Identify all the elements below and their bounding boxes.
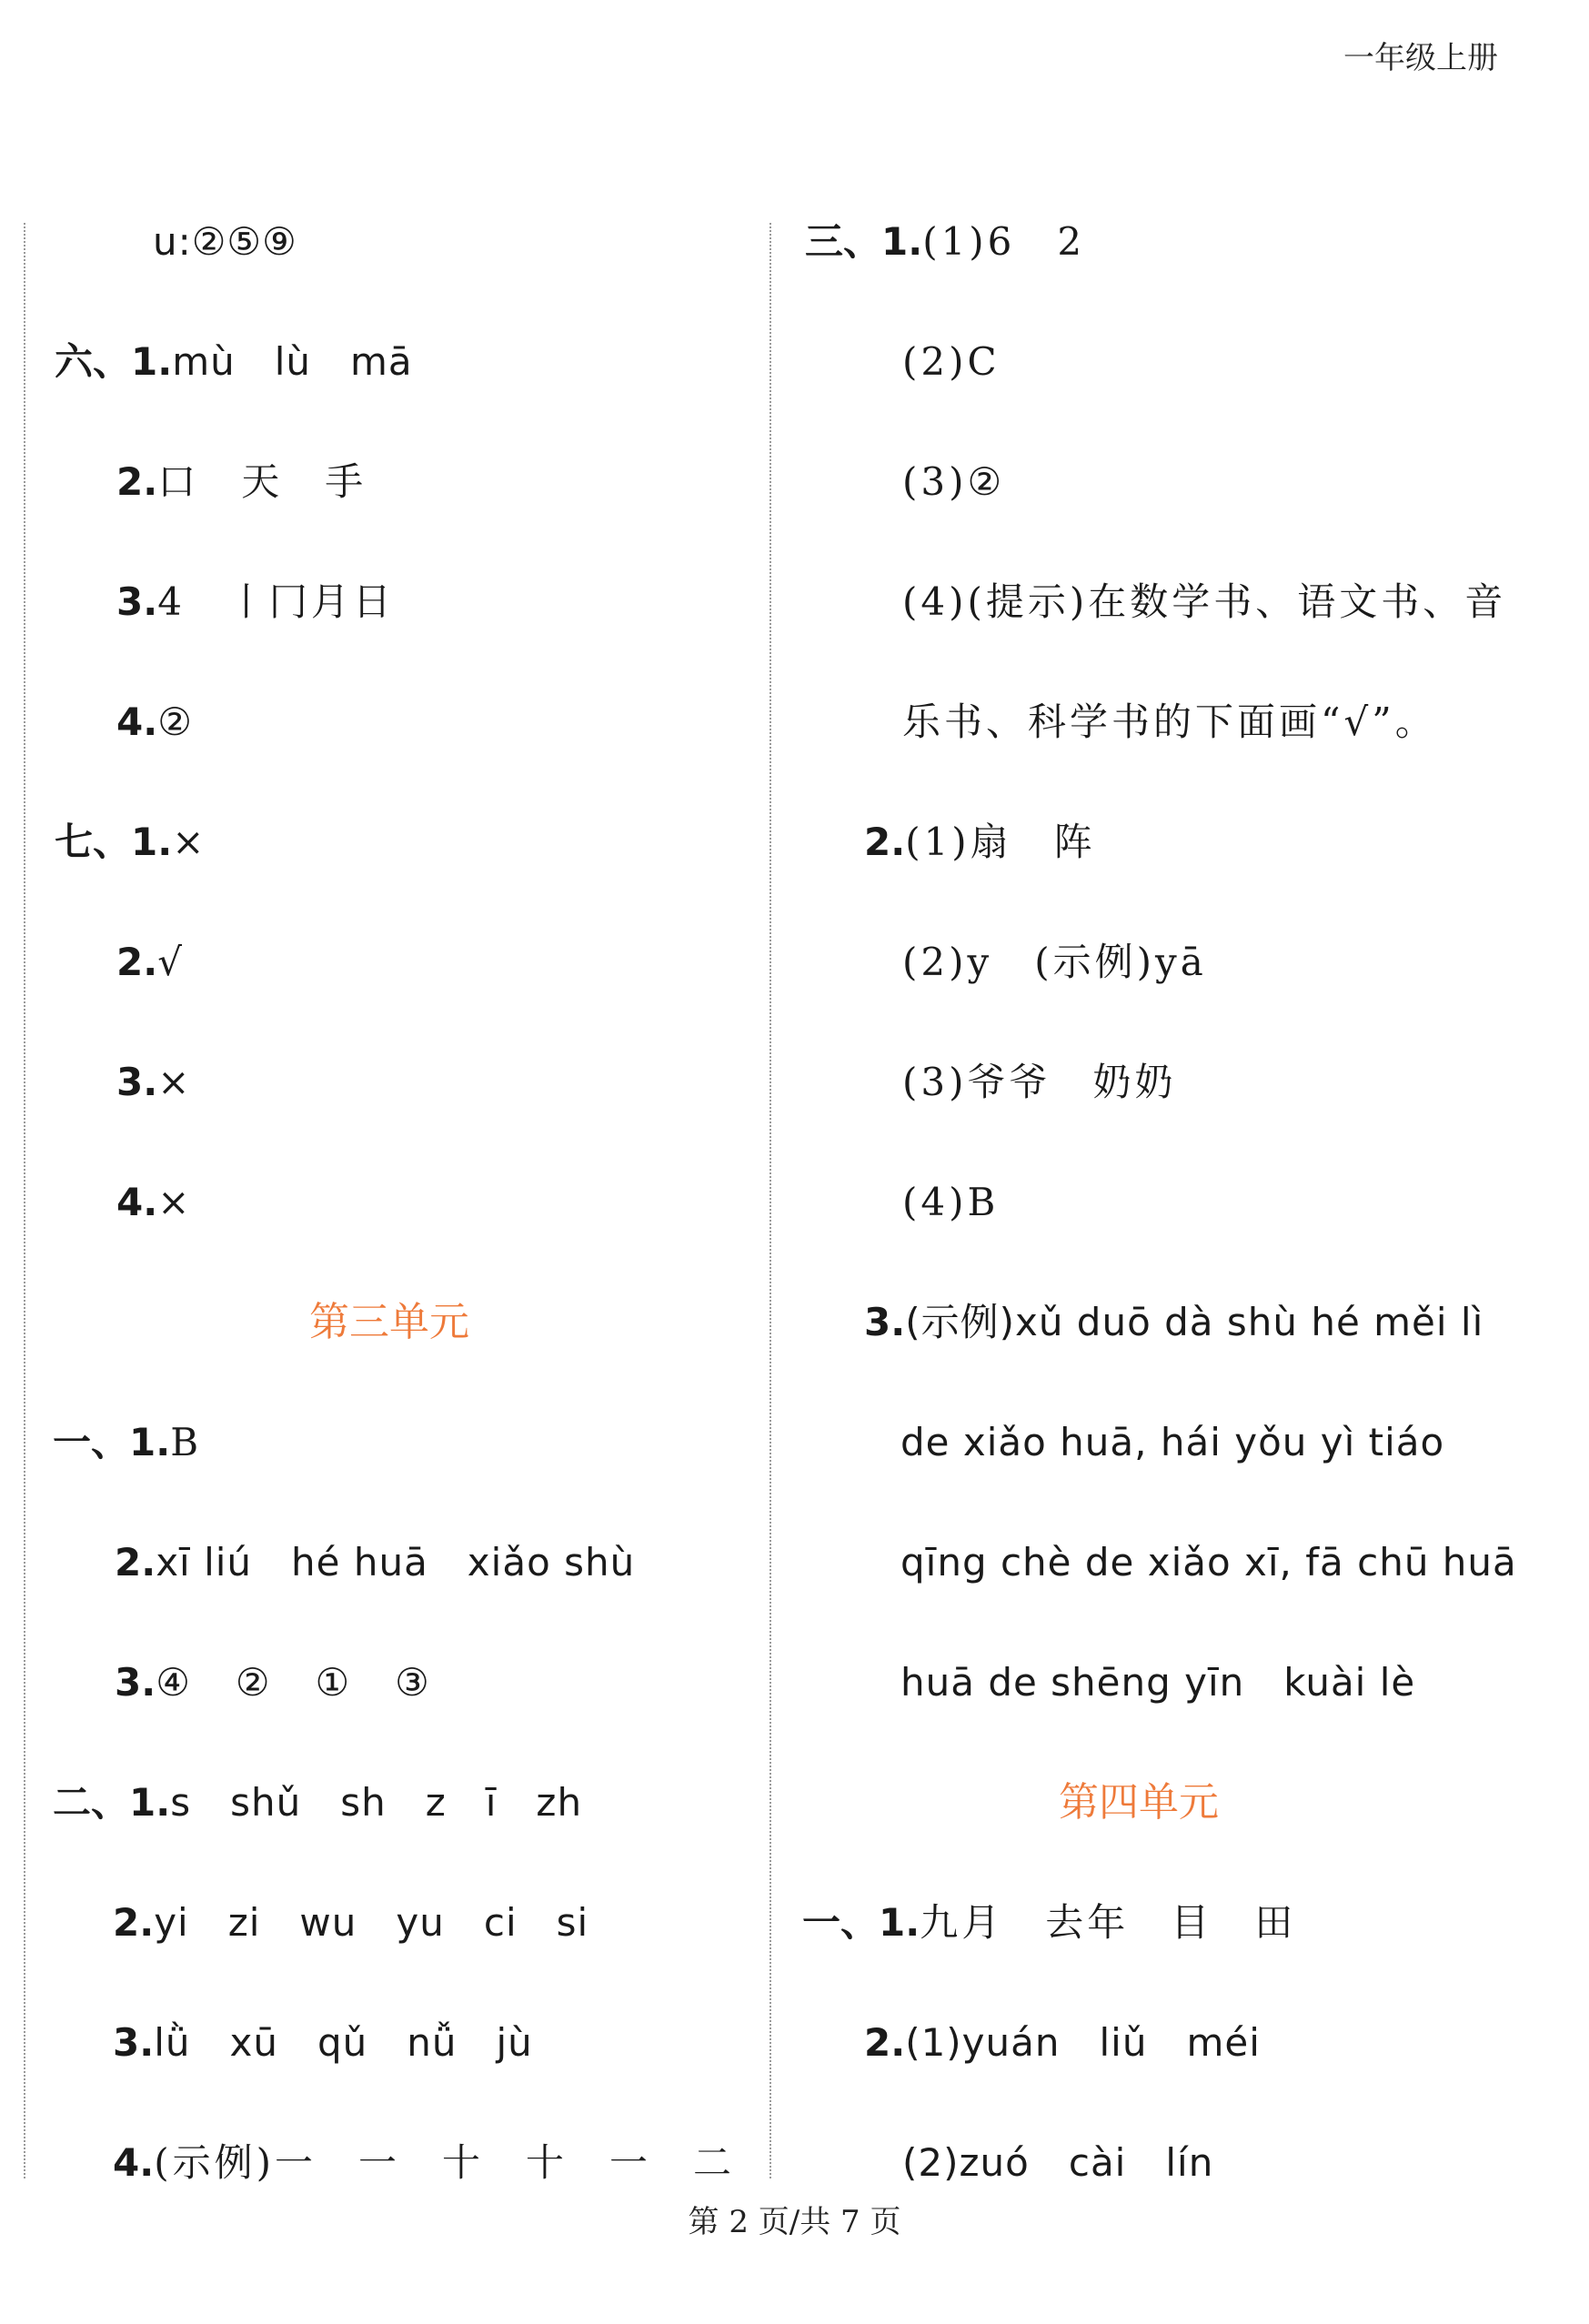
answer-line: (3)爷爷 奶奶	[902, 1060, 1177, 1104]
answer-line: (2)y (示例)yā	[902, 940, 1207, 984]
answer-line: 2.√	[116, 940, 186, 984]
answer-line: 二、1.s shǔ sh z ī zh	[53, 1780, 583, 1825]
answer-line: 2.口 天 手	[116, 459, 367, 504]
answer-line: 4.(示例)一 一 十 十 一 二	[113, 2140, 735, 2185]
grade-label: 一年级上册	[1343, 40, 1498, 76]
answer-line: 三、1.(1)6 2	[805, 219, 1086, 264]
left-margin-divider	[24, 223, 25, 2178]
column-divider	[769, 223, 771, 2178]
answer-line: (4)(提示)在数学书、语文书、音	[902, 579, 1507, 624]
unit-title: 第三单元	[309, 1299, 469, 1345]
answer-line: qīng chè de xiǎo xī, fā chū huā	[900, 1540, 1517, 1585]
answer-line: de xiǎo huā, hái yǒu yì tiáo	[900, 1420, 1445, 1464]
answer-line: 4.②	[116, 699, 196, 744]
answer-line: u:②⑤⑨	[153, 219, 297, 264]
answer-line: 3.4 丨冂月日	[116, 579, 395, 624]
answer-line: 七、1.×	[55, 820, 208, 864]
answer-line: (3)②	[902, 459, 1006, 504]
answer-line: huā de shēng yīn kuài lè	[900, 1660, 1416, 1705]
answer-line: 4.×	[116, 1180, 194, 1224]
answer-line: 乐书、科学书的下面画“√”。	[902, 699, 1437, 744]
answer-line: 一、1.B	[53, 1420, 203, 1464]
answer-line: 3.lǜ xū qǔ nǚ jù	[113, 2020, 533, 2065]
answer-line: (2)C	[902, 339, 1001, 384]
answer-line: 2.yi zi wu yu ci si	[113, 1900, 589, 1945]
answer-line: (4)B	[902, 1180, 1000, 1224]
answer-line: 2.(1)扇 阵	[864, 820, 1096, 864]
answer-line: 3.④ ② ① ③	[115, 1660, 433, 1705]
answer-line: 2.xī liú hé huā xiǎo shù	[115, 1540, 636, 1585]
page-number: 第 2 页/共 7 页	[688, 2204, 901, 2240]
answer-line: 3.×	[116, 1060, 194, 1104]
answer-line: 六、1.mù lù mā	[55, 339, 413, 384]
answer-line: (2)zuó cài lín	[902, 2140, 1214, 2185]
answer-line: 3.(示例)xǔ duō dà shù hé měi lì	[864, 1300, 1484, 1344]
answer-line: 2.(1)yuán liǔ méi	[864, 2020, 1261, 2065]
unit-title: 第四单元	[1059, 1779, 1219, 1826]
answer-line: 一、1.九月 去年 目 田	[802, 1900, 1297, 1945]
